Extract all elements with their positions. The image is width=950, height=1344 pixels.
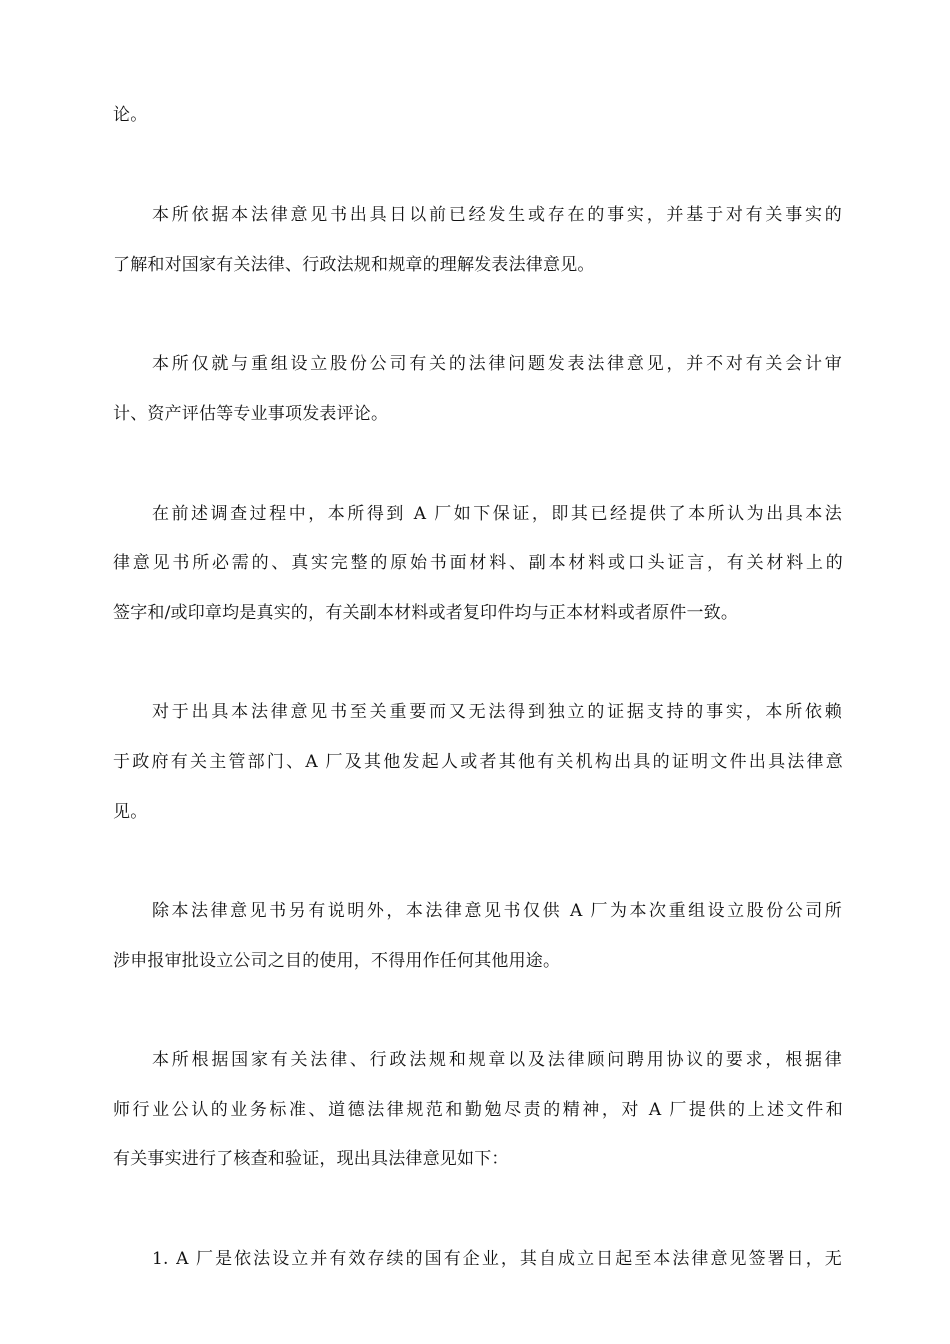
text-line: 签字和/或印章均是真实的，有关副本材料或者复印件均与正本材料或者原件一致。 bbox=[113, 603, 739, 623]
text-line: 本所仅就与重组设立股份公司有关的法律问题发表法律意见，并不对有关会计审 bbox=[152, 354, 842, 374]
text-line: 涉申报审批设立公司之目的使用，不得用作任何其他用途。 bbox=[113, 951, 561, 971]
text-line: 计、资产评估等专业事项发表评论。 bbox=[113, 404, 389, 424]
text-line: 律意见书所必需的、真实完整的原始书面材料、副本材料或口头证言，有关材料上的 bbox=[113, 553, 843, 573]
text-line: 除本法律意见书另有说明外，本法律意见书仅供 A 厂为本次重组设立股份公司所 bbox=[152, 901, 842, 921]
text-line: 有关事实进行了核查和验证，现出具法律意见如下： bbox=[113, 1149, 509, 1169]
text-line: 师行业公认的业务标准、道德法律规范和勤勉尽责的精神，对 A 厂提供的上述文件和 bbox=[113, 1100, 843, 1120]
text-line: 于政府有关主管部门、A 厂及其他发起人或者其他有关机构出具的证明文件出具法律意 bbox=[113, 752, 843, 772]
text-line: 在前述调查过程中，本所得到 A 厂如下保证，即其已经提供了本所认为出具本法 bbox=[152, 504, 842, 524]
text-line: 1. A 厂是依法设立并有效存续的国有企业，其自成立日起至本法律意见签署日，无 bbox=[152, 1249, 842, 1269]
text-line: 对于出具本法律意见书至关重要而又无法得到独立的证据支持的事实，本所依赖 bbox=[152, 702, 842, 722]
text-line: 本所根据国家有关法律、行政法规和规章以及法律顾问聘用协议的要求，根据律 bbox=[152, 1050, 842, 1070]
text-line: 本所依据本法律意见书出具日以前已经发生或存在的事实，并基于对有关事实的 bbox=[152, 205, 842, 225]
text-line: 见。 bbox=[113, 802, 148, 822]
text-line: 论。 bbox=[113, 105, 148, 125]
text-line: 了解和对国家有关法律、行政法规和规章的理解发表法律意见。 bbox=[113, 255, 595, 275]
